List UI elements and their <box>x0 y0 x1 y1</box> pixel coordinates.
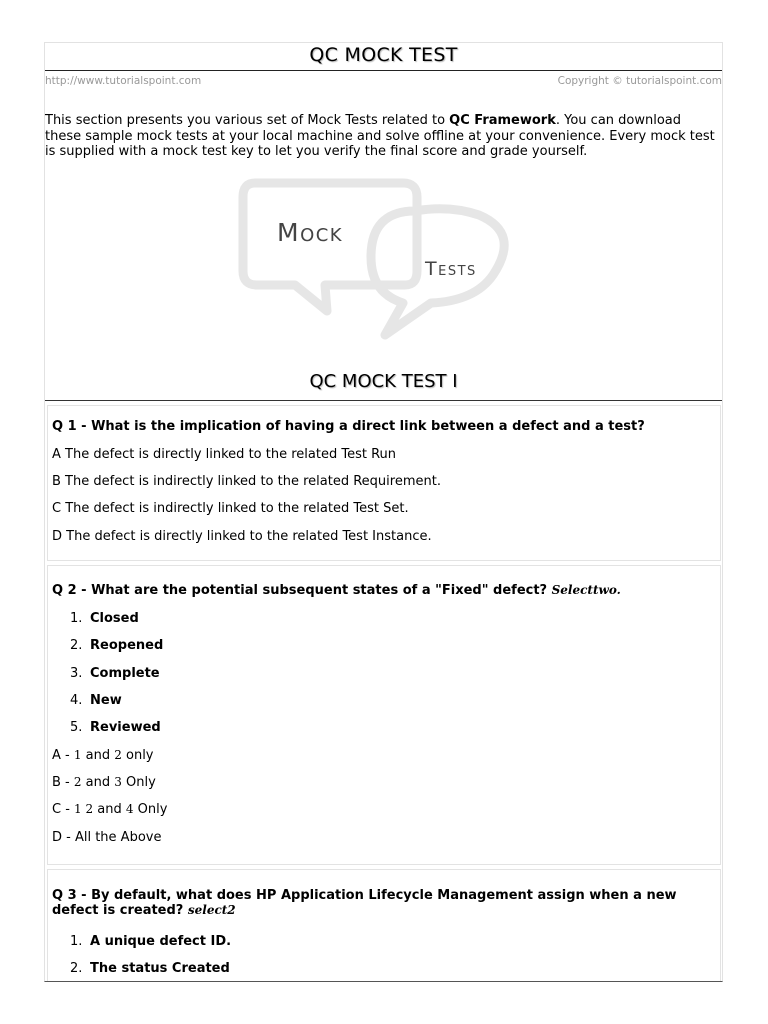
question-2-option-b <box>52 775 156 790</box>
option-prefix: D - All the Above <box>52 830 162 845</box>
list-number: 5. <box>70 720 83 735</box>
speech-bubble-large <box>243 183 417 311</box>
option-mid: and <box>93 802 126 817</box>
question-1-option-c: C The defect is indirectly linked to the related Test Set. <box>52 501 409 516</box>
list-text: The status Created <box>90 961 230 976</box>
option-mid: and <box>81 748 115 763</box>
list-text: New <box>90 693 122 708</box>
question-2-list-item <box>70 611 139 626</box>
intro-text-before: This section presents you various set of Mock Tests related to <box>45 113 450 128</box>
question-2-hint: Selecttwo. <box>551 583 621 597</box>
question-2-text <box>52 583 621 598</box>
question-3-text <box>52 888 677 918</box>
question-2-list-item <box>70 720 161 735</box>
intro-framework-name: QC Framework <box>449 113 556 128</box>
option-prefix: C - <box>52 802 75 817</box>
question-3-line-2: defect is created? <box>52 903 188 918</box>
list-number: 3. <box>70 666 83 681</box>
question-3-hint: select2 <box>187 903 236 917</box>
question-2-list-item <box>70 666 160 681</box>
list-number: 2. <box>70 638 83 653</box>
list-text: Reviewed <box>90 720 161 735</box>
question-2-label: Q 2 - What are the potential subsequent states of a "Fixed" defect? <box>52 583 552 598</box>
list-number: 1. <box>70 934 83 949</box>
list-text: A unique defect ID. <box>90 934 232 949</box>
option-number: 2 <box>73 775 82 789</box>
option-number: 3 <box>114 775 122 789</box>
question-1-option-b: B The defect is indirectly linked to the related Requirement. <box>52 474 441 489</box>
question-1-text: Q 1 - What is the implication of having a direct link between a defect and a test? <box>52 419 645 434</box>
option-suffix: Only <box>133 802 168 817</box>
list-text: Reopened <box>90 638 164 653</box>
logo-word-mock: Mock <box>277 218 344 247</box>
question-3-line-1: Q 3 - By default, what does HP Application Lifecycle Management assign when a new <box>52 888 677 903</box>
question-card-2 <box>47 565 721 865</box>
list-number: 2. <box>70 961 83 976</box>
question-3-list-item <box>70 961 230 976</box>
mock-tests-logo <box>235 169 535 369</box>
option-prefix: A - <box>52 748 74 763</box>
option-suffix: only <box>121 748 154 763</box>
question-card-3 <box>47 869 721 981</box>
question-1-option-d: D The defect is directly linked to the related Test Instance. <box>52 529 432 544</box>
option-number: 4 <box>125 802 134 816</box>
option-mid: and <box>81 775 115 790</box>
question-2-option-c <box>52 802 167 817</box>
intro-paragraph <box>45 113 721 160</box>
option-number: 1 <box>73 748 82 762</box>
document-page <box>44 42 723 982</box>
list-text: Complete <box>90 666 160 681</box>
section-divider <box>45 400 722 401</box>
question-3-list-item <box>70 934 231 949</box>
option-number: 1 2 <box>74 802 94 816</box>
list-text: Closed <box>90 611 139 626</box>
section-title: QC MOCK TEST I <box>309 371 458 392</box>
question-1-option-a: A The defect is directly linked to the related Test Run <box>52 447 396 462</box>
option-prefix: B - <box>52 775 74 790</box>
page-title: QC MOCK TEST <box>309 44 458 66</box>
list-number: 1. <box>70 611 83 626</box>
question-card-1 <box>47 405 721 561</box>
site-url[interactable]: http://www.tutorialspoint.com <box>45 75 202 87</box>
copyright-notice: Copyright © tutorialspoint.com <box>557 75 722 87</box>
option-suffix: Only <box>121 775 156 790</box>
title-divider <box>45 70 722 71</box>
intro-text-after: . You can download these sample mock tests at your local machine and solve offline at your convenience. Every mock test is supplied with a mock test key to let you verify the final score and grade yourself. <box>45 113 715 159</box>
question-2-option-d <box>52 830 161 845</box>
question-2-option-a <box>52 748 154 763</box>
option-number: 2 <box>114 748 122 762</box>
logo-word-tests: Tests <box>425 258 477 280</box>
question-2-list-item <box>70 693 122 708</box>
list-number: 4. <box>70 693 83 708</box>
question-2-list-item <box>70 638 163 653</box>
